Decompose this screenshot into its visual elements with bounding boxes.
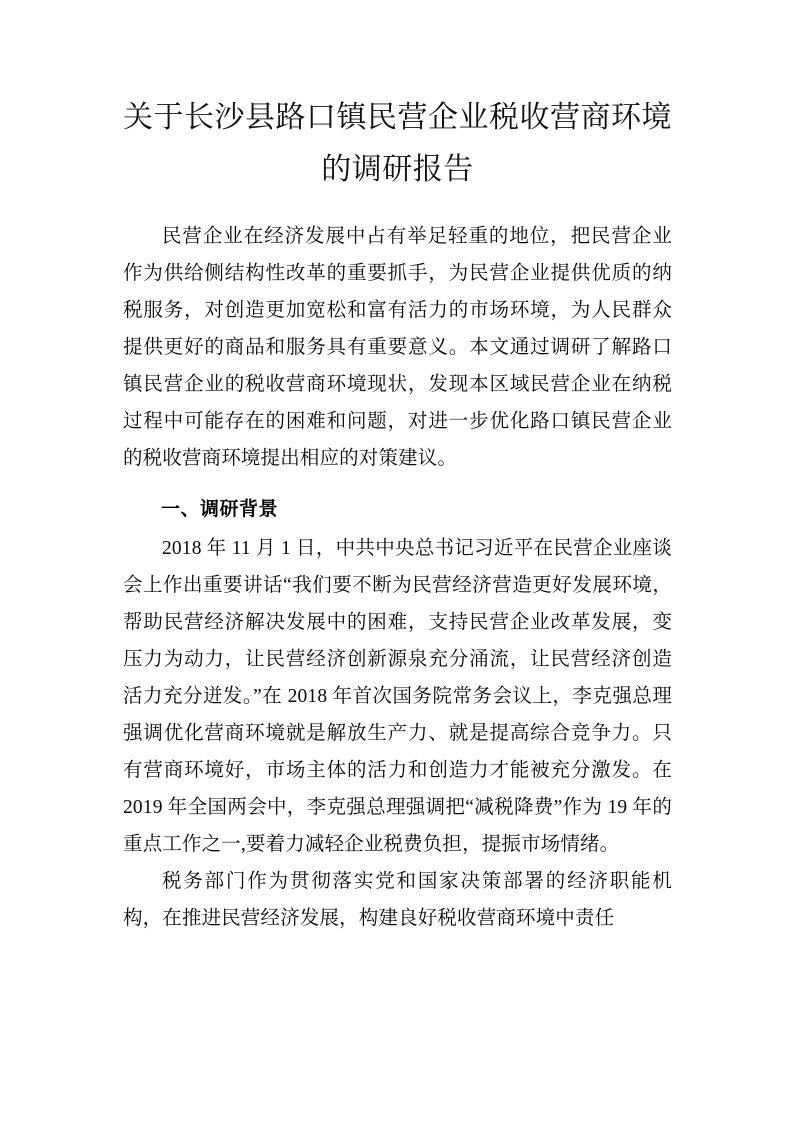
page-title-line-2: 的调研报告: [321, 153, 474, 186]
section-paragraph-1: 2018 年 11 月 1 日，中共中央总书记习近平在民营企业座谈会上作出重要讲话“我们要不断为民营经济营造更好发展环境，帮助民营经济解决发展中的困难，支持民营企业改革发展，变压力为动力，让民营经济创新源泉充分涌流，让民营经济创造活力充分迸发。”在 2018 年首次国务院常务会议上，李克强总理强调优化营商环境就是解放生产力、就是提高综合竞争力。只有营商环境好，市场主体的活力和创造力才能被充分激发。在 2019 年全国两会中，李克强总理强调把“减税降费”作为 19 年的重点工作之一,要着力减轻企业税费负担，提振市场情绪。: [123, 538, 672, 855]
section-heading-research-background: 一、调研背景: [161, 499, 279, 520]
page-title: [123, 0, 672, 196]
abstract-paragraph: 民营企业在经济发展中占有举足轻重的地位，把民营企业作为供给侧结构性改革的重要抓手，为民营企业提供优质的纳税服务，对创造更加宽松和富有活力的市场环境，为人民群众提供更好的商品和服务具有重要意义。本文通过调研了解路口镇民营企业的税收营商环境现状，发现本区域民营企业在纳税过程中可能存在的困难和问题，对进一步优化路口镇民营企业的税收营商环境提出相应的对策建议。: [123, 226, 672, 469]
section-paragraph-2: 税务部门作为贯彻落实党和国家决策部署的经济职能机构，在推进民营经济发展，构建良好税收营商环境中责任: [123, 871, 672, 929]
page-content-column: [123, 0, 672, 937]
page-title-line-1: 关于长沙县路口镇民营企业税收营商环境: [123, 101, 672, 134]
